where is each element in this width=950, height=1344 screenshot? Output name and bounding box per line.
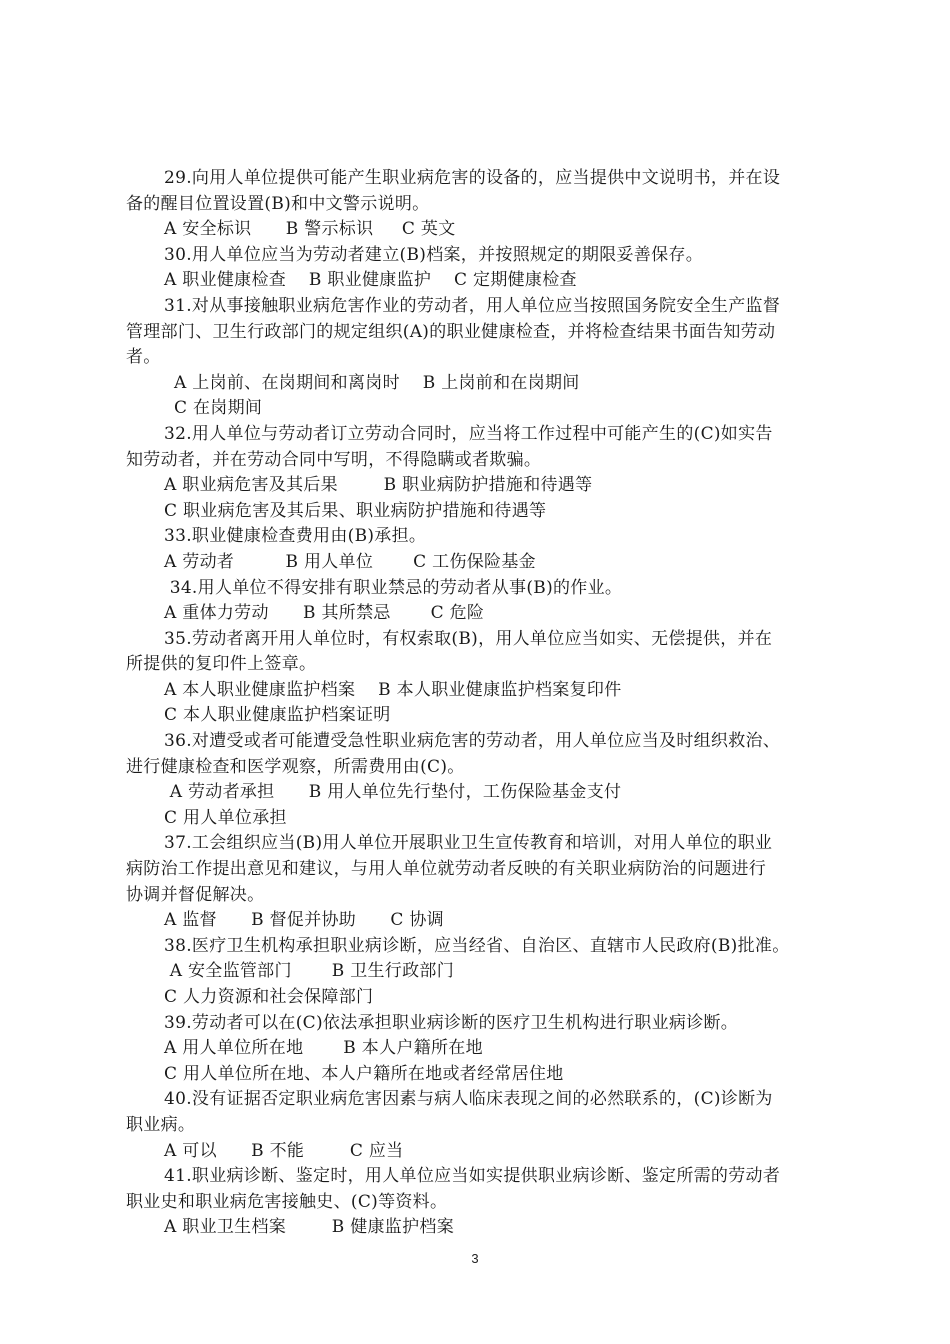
text-line: C 本人职业健康监护档案证明 bbox=[164, 705, 391, 726]
text-line: A 劳动者 B 用人单位 C 工伤保险基金 bbox=[164, 551, 536, 572]
text-line: C 在岗期间 bbox=[174, 398, 263, 419]
text-line: 38.医疗卫生机构承担职业病诊断，应当经省、自治区、直辖市人民政府(B)批准。 bbox=[164, 935, 790, 956]
text-line: C 用人单位承担 bbox=[164, 807, 287, 828]
text-line: 职业病。 bbox=[126, 1114, 196, 1135]
text-line: 36.对遭受或者可能遭受急性职业病危害的劳动者，用人单位应当及时组织救治、 bbox=[164, 731, 781, 752]
text-line: A 用人单位所在地 B 本人户籍所在地 bbox=[164, 1038, 483, 1059]
text-line: 所提供的复印件上签章。 bbox=[126, 654, 317, 675]
text-line: A 可以 B 不能 C 应当 bbox=[164, 1140, 404, 1161]
text-line: A 职业卫生档案 B 健康监护档案 bbox=[164, 1217, 455, 1238]
text-line: C 人力资源和社会保障部门 bbox=[164, 987, 374, 1007]
text-line: 病防治工作提出意见和建议，与用人单位就劳动者反映的有关职业病防治的问题进行 bbox=[126, 859, 767, 880]
text-line: 协调并督促解决。 bbox=[126, 884, 265, 905]
text-line: 41.职业病诊断、鉴定时，用人单位应当如实提供职业病诊断、鉴定所需的劳动者 bbox=[164, 1166, 781, 1187]
text-line: 39.劳动者可以在(C)依法承担职业病诊断的医疗卫生机构进行职业病诊断。 bbox=[164, 1012, 739, 1033]
text-line: A 本人职业健康监护档案 B 本人职业健康监护档案复印件 bbox=[164, 679, 622, 700]
text-line: A 上岗前、在岗期间和离岗时 B 上岗前和在岗期间 bbox=[174, 372, 580, 393]
document-body bbox=[126, 166, 840, 1241]
text-line: 34.用人单位不得安排有职业禁忌的劳动者从事(B)的作业。 bbox=[164, 577, 623, 598]
text-line: 职业史和职业病危害接触史、(C)等资料。 bbox=[126, 1191, 448, 1212]
text-line: 29.向用人单位提供可能产生职业病危害的设备的，应当提供中文说明书，并在设 bbox=[164, 168, 781, 188]
text-line: 30.用人单位应当为劳动者建立(B)档案，并按照规定的期限妥善保存。 bbox=[164, 244, 703, 265]
text-line: 管理部门、卫生行政部门的规定组织(A)的职业健康检查，并将检查结果书面告知劳动 bbox=[126, 321, 776, 342]
text-line: 32.用人单位与劳动者订立劳动合同时，应当将工作过程中可能产生的(C)如实告 bbox=[164, 423, 773, 444]
text-line: 知劳动者，并在劳动合同中写明，不得隐瞒或者欺骗。 bbox=[126, 449, 542, 470]
text-line: 备的醒目位置设置(B)和中文警示说明。 bbox=[126, 193, 430, 214]
text-line: A 重体力劳动 B 其所禁忌 C 危险 bbox=[164, 603, 485, 624]
text-line: 者。 bbox=[126, 347, 161, 368]
text-line: 35.劳动者离开用人单位时，有权索取(B)，用人单位应当如实、无偿提供，并在 bbox=[164, 628, 773, 649]
page-number: 3 bbox=[471, 1251, 479, 1266]
text-line: 33.职业健康检查费用由(B)承担。 bbox=[164, 526, 427, 547]
text-line: A 安全监管部门 B 卫生行政部门 bbox=[164, 961, 455, 982]
text-line: A 安全标识 B 警示标识 C 英文 bbox=[164, 219, 456, 240]
text-line: 40.没有证据否定职业病危害因素与病人临床表现之间的必然联系的，(C)诊断为 bbox=[164, 1089, 773, 1110]
text-line: C 用人单位所在地、本人户籍所在地或者经常居住地 bbox=[164, 1063, 564, 1084]
text-line: A 职业健康检查 B 职业健康监护 C 定期健康检查 bbox=[164, 270, 577, 291]
text-line: C 职业病危害及其后果、职业病防护措施和待遇等 bbox=[164, 500, 547, 521]
text-line: 37.工会组织应当(B)用人单位开展职业卫生宣传教育和培训，对用人单位的职业 bbox=[164, 833, 773, 854]
text-line: A 劳动者承担 B 用人单位先行垫付，工伤保险基金支付 bbox=[164, 782, 622, 803]
text-line: A 职业病危害及其后果 B 职业病防护措施和待遇等 bbox=[164, 475, 593, 496]
text-line: 31.对从事接触职业病危害作业的劳动者，用人单位应当按照国务院安全生产监督 bbox=[164, 295, 781, 316]
text-line: 进行健康检查和医学观察，所需费用由(C)。 bbox=[126, 756, 465, 777]
text-line: A 监督 B 督促并协助 C 协调 bbox=[164, 910, 444, 931]
